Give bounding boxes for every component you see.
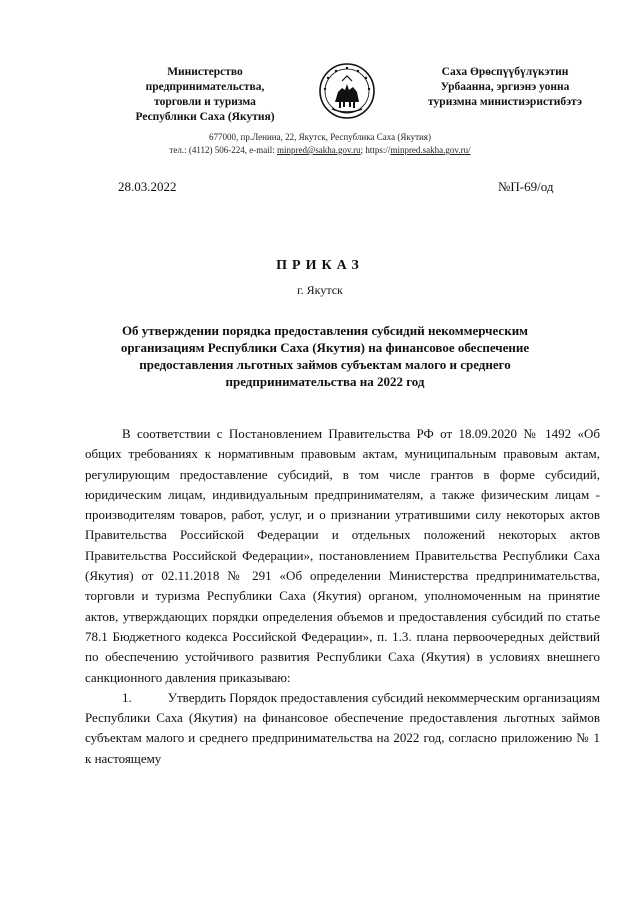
order-number: №П-69/од — [498, 179, 554, 194]
coat-of-arms-emblem-icon — [318, 62, 376, 120]
ministry-line: Республики Саха (Якутия) — [135, 111, 275, 123]
item-number: 1. — [122, 689, 132, 705]
item-text: Утвердить Порядок предоставления субсидий некоммерческим организациям Республики Саха (Якутия) на финансовое обеспечение предоставления льготных займов субъектам малого и среднего предпринимательства на 2022 год, согласно приложению № 1 к настоящему — [85, 689, 600, 766]
order-date: 28.03.2022 — [118, 179, 177, 194]
preamble-paragraph: В соответствии с Постановлением Правительства РФ от 18.09.2020 № 1492 «Об общих требованиях к нормативным правовым актам, муниципальным правовым актам, регулирующим предоставление субсидий, в том числе грантов в форме субсидий, юридическим лицам, индивидуальным предпринимателям, а также физическим лицам - производителям товаров, работ, услуг, и о признании утратившими силу некоторых актов Правительства Российской Федерации и отдельных положений некоторых актов Правительства Российской Федерации», постановлением Правительства Республики Саха (Якутия) от 02.11.2018 № 291 «Об определении Министерства предпринимательства, торговли и туризма Республики Саха (Якутия) органом, уполномоченным на принятие актов, утверждающих порядки определения объемов и предоставления субсидий по статье 78.1 Бюджетного кодекса Российской Федерации», п. 1.3. плана первоочередных действий по обеспечению устойчивого развития Республики Саха (Якутия) в условиях внешнего санкционного давления приказываю: — [85, 426, 600, 685]
contact-prefix: тел.: (4112) 506-224, e-mail: — [169, 145, 277, 155]
email-link[interactable]: minpred@sakha.gov.ru — [276, 145, 361, 155]
ministry-name-russian — [100, 65, 310, 125]
ministry-line: предпринимательства, — [145, 81, 265, 93]
ministry-line: Саха Өрөспүүбүлүкэтин — [441, 66, 569, 78]
ministry-line: торговли и туризма — [154, 96, 256, 108]
contact-line — [130, 144, 510, 157]
ministry-line: Урбаанна, эргиэнэ уонна — [440, 81, 570, 93]
ministry-line: Министерство — [167, 66, 243, 78]
address-block — [130, 131, 510, 157]
ministry-name-yakut — [395, 65, 615, 110]
address-line: 677000, пр.Ленина, 22, Якутск, Республика Саха (Якутия) — [209, 132, 431, 142]
site-prefix: ; https:// — [360, 145, 391, 155]
ministry-line: туризмна министиэристибэтэ — [428, 96, 582, 108]
order-item-1 — [85, 688, 600, 769]
document-title: ПРИКАЗ — [276, 258, 364, 273]
website-link[interactable]: minpred.sakha.gov.ru/ — [390, 145, 471, 155]
order-body — [85, 424, 600, 769]
city: г. Якутск — [297, 283, 343, 297]
order-subject: Об утверждении порядка предоставления субсидий некоммерческим организациям Республики Саха (Якутия) на финансовое обеспечение предоставления льготных займов субъектам малого и среднего предпринимательства на 2022 год — [120, 323, 530, 389]
